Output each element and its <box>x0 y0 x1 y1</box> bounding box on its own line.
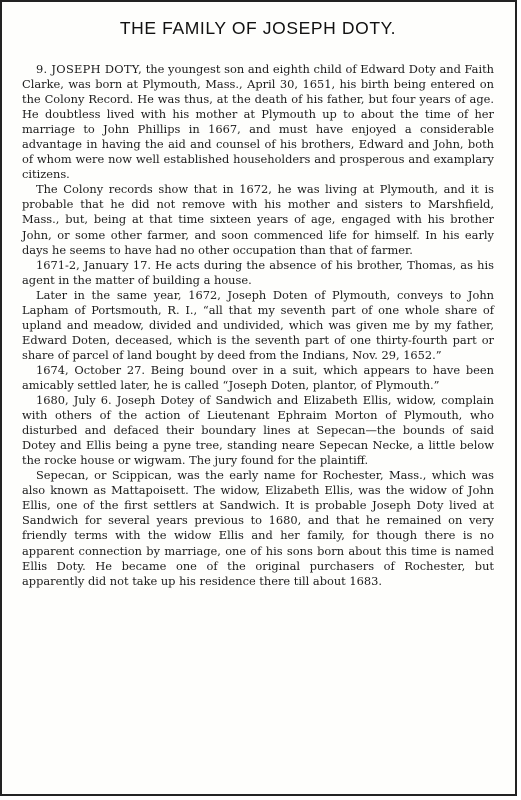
paragraph-2 <box>22 182 494 257</box>
paragraph-5 <box>22 363 494 393</box>
paragraph-1-text: the youngest son and eighth child of Edward Doty and Faith Clarke, was born at Plymouth, Mass., April 30, 1651, his birth being entered on the Colony Record. He was thus, at the death of his father, but four years of age. He doubtless lived with his mother at Plymouth up to about the time of her marriage to John Phillips in 1667, and must have enjoyed a considerable advantage in having the aid and counsel of his brothers, Edward and John, both of whom were now well established householders and prosperous and examplary citizens. <box>22 62 494 182</box>
paragraph-7 <box>22 468 494 588</box>
paragraph-6-text: Joseph Dotey of Sandwich and Elizabeth Ellis, widow, complain with others of the action of Lieutenant Ephraim Morton of Plymouth, who disturbed and defaced their boundary lines at Sepecan—the bounds of said Dotey and Ellis being a pyne tree, standing neare Sepecan Necke, a little below the rocke house or wigwam. The jury found for the plaintiff. <box>22 393 494 468</box>
paragraph-1-lead: 9. JOSEPH DOTY, <box>36 62 143 76</box>
paragraph-3-text: He acts during the absence of his brother, Thomas, as his agent in the matter of building a house. <box>22 257 494 287</box>
paragraph-4-text: Later in the same year, 1672, Joseph Doten of Plymouth, conveys to John Lapham of Portsmouth, R. I., “all that my seventh part of one whole share of upland and meadow, divided and undivided, which was given me by my father, Edward Doten, deceased, which is the seventh part of one thirty-fourth part or share of parcel of land bought by deed from the Indians, Nov. 29, 1652.” <box>22 287 494 362</box>
document-title: THE FAMILY OF JOSEPH DOTY. <box>119 18 397 38</box>
paragraph-1 <box>22 62 494 182</box>
paragraph-7-text: Sepecan, or Scippican, was the early name for Rochester, Mass., which was also known as Mattapoisett. The widow, Elizabeth Ellis, was the widow of John Ellis, one of the first settlers at Sandwich. It is probable Joseph Doty lived at Sandwich for several years previous to 1680, and that he remained on very friendly terms with the widow Ellis and her family, for though there is no apparent connection by marriage, one of his sons born about this time is named Ellis Doty. He became one of the original purchasers of Rochester, but apparently did not take up his residence there till about 1683. <box>22 468 494 588</box>
paragraph-6-lead: 1680, July 6. <box>36 393 112 408</box>
paragraph-4 <box>22 288 494 363</box>
document-page <box>8 2 508 792</box>
paragraph-2-text: The Colony records show that in 1672, he was living at Plymouth, and it is probable that he did not remove with his mother and sisters to Marshfield, Mass., but, being at that time sixteen years of age, engaged with his brother John, or some other farmer, and soon commenced life for himself. In his early days he seems to have had no other occupation than that of farmer. <box>22 182 494 257</box>
paragraph-5-lead: 1674, October 27. <box>36 362 145 377</box>
paragraph-6 <box>22 393 494 468</box>
paragraph-3 <box>22 258 494 288</box>
paragraph-5-text: Being bound over in a suit, which appears to have been amicably settled later, he is called “Joseph Doten, plantor, of Plymouth.” <box>22 362 494 392</box>
paragraph-3-lead: 1671-2, January 17. <box>36 257 151 272</box>
